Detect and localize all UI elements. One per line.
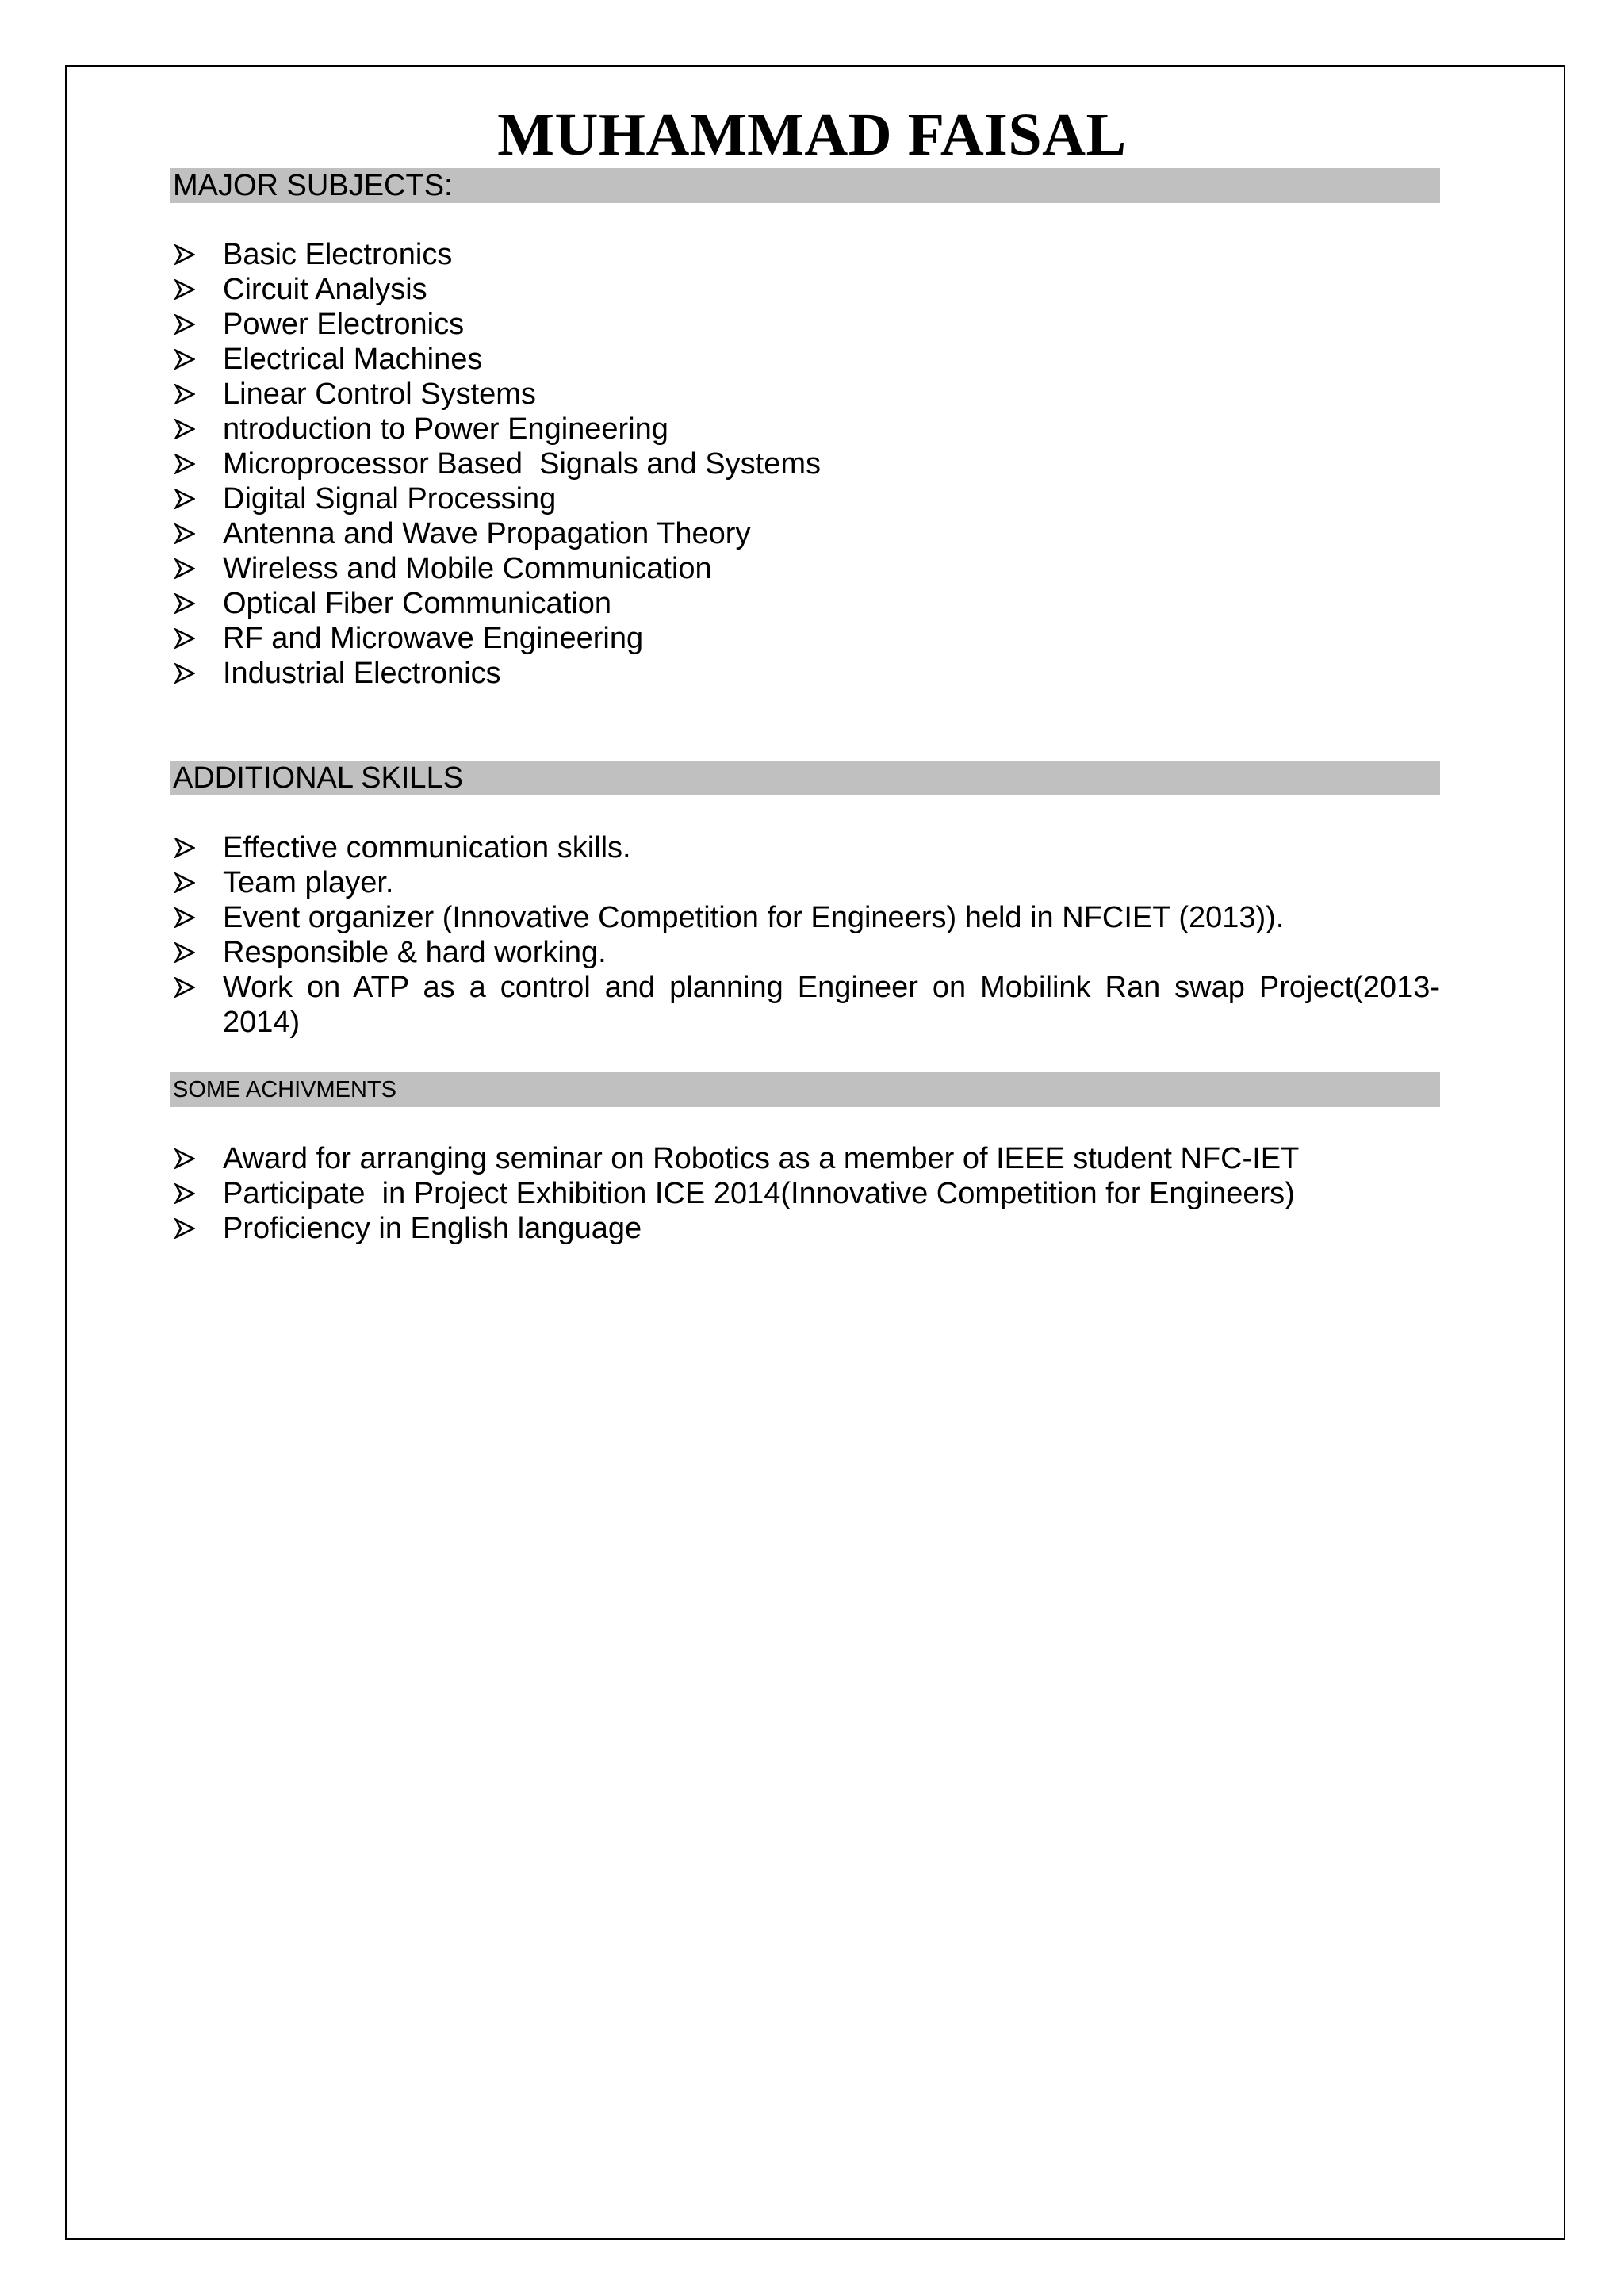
list-item xyxy=(170,551,1440,586)
list-item-text: Optical Fiber Communication xyxy=(223,587,611,620)
major-subjects-list xyxy=(170,237,1440,691)
list-item-text: Work on ATP as a control and planning Engineer on Mobilink Ran swap Project(2013-2014) xyxy=(223,971,1440,1039)
list-item xyxy=(170,1141,1440,1176)
arrowhead-bullet-icon xyxy=(174,1141,206,1176)
list-item xyxy=(170,621,1440,656)
arrowhead-bullet-icon xyxy=(174,970,206,1005)
arrowhead-bullet-icon xyxy=(174,447,206,481)
section-heading-major-subjects: MAJOR SUBJECTS: xyxy=(170,168,1440,203)
list-item xyxy=(170,935,1440,970)
list-item xyxy=(170,307,1440,342)
resume-name: MUHAMMAD FAISAL xyxy=(497,102,1127,168)
arrowhead-bullet-icon xyxy=(174,900,206,935)
list-item-text: Effective communication skills. xyxy=(223,831,631,864)
list-item xyxy=(170,586,1440,621)
section-heading-achievements: SOME ACHIVMENTS xyxy=(170,1072,1440,1107)
list-item-text: Electrical Machines xyxy=(223,343,483,376)
list-item-text: Event organizer (Innovative Competition for Engineers) held in NFCIET (2013)). xyxy=(223,901,1285,934)
list-item-text: Award for arranging seminar on Robotics as a member of IEEE student NFC-IET xyxy=(223,1142,1300,1175)
list-item xyxy=(170,237,1440,272)
list-item-text: Proficiency in English language xyxy=(223,1212,642,1245)
list-item xyxy=(170,865,1440,900)
arrowhead-bullet-icon xyxy=(174,237,206,272)
list-item-text: Basic Electronics xyxy=(223,238,453,271)
additional-skills-list xyxy=(170,830,1440,1040)
arrowhead-bullet-icon xyxy=(174,1176,206,1211)
list-item-text: Responsible & hard working. xyxy=(223,936,607,969)
arrowhead-bullet-icon xyxy=(174,551,206,586)
list-item-text: Microprocessor Based Signals and Systems xyxy=(223,447,821,481)
arrowhead-bullet-icon xyxy=(174,1211,206,1246)
list-item xyxy=(170,272,1440,307)
list-item-text: RF and Microwave Engineering xyxy=(223,622,644,655)
arrowhead-bullet-icon xyxy=(174,935,206,970)
arrowhead-bullet-icon xyxy=(174,272,206,307)
list-item xyxy=(170,1211,1440,1246)
list-item-text: Linear Control Systems xyxy=(223,378,536,411)
arrowhead-bullet-icon xyxy=(174,377,206,412)
list-item-text: Team player. xyxy=(223,866,394,899)
arrowhead-bullet-icon xyxy=(174,307,206,342)
list-item-text: Circuit Analysis xyxy=(223,273,427,306)
list-item-text: Antenna and Wave Propagation Theory xyxy=(223,517,751,550)
list-item xyxy=(170,1176,1440,1211)
arrowhead-bullet-icon xyxy=(174,621,206,656)
list-item-text: Industrial Electronics xyxy=(223,657,501,690)
arrowhead-bullet-icon xyxy=(174,481,206,516)
arrowhead-bullet-icon xyxy=(174,412,206,447)
arrowhead-bullet-icon xyxy=(174,586,206,621)
list-item-text: Participate in Project Exhibition ICE 2014(Innovative Competition for Engineers) xyxy=(223,1177,1295,1210)
list-item-text: Digital Signal Processing xyxy=(223,482,557,516)
arrowhead-bullet-icon xyxy=(174,516,206,551)
list-item xyxy=(170,412,1440,447)
list-item xyxy=(170,342,1440,377)
list-item xyxy=(170,656,1440,691)
list-item-text: Wireless and Mobile Communication xyxy=(223,552,712,585)
list-item xyxy=(170,970,1440,1040)
arrowhead-bullet-icon xyxy=(174,342,206,377)
list-item-text: ntroduction to Power Engineering xyxy=(223,412,668,446)
arrowhead-bullet-icon xyxy=(174,656,206,691)
list-item xyxy=(170,830,1440,865)
list-item xyxy=(170,377,1440,412)
list-item-text: Power Electronics xyxy=(223,308,465,341)
arrowhead-bullet-icon xyxy=(174,865,206,900)
list-item xyxy=(170,447,1440,481)
list-item xyxy=(170,900,1440,935)
arrowhead-bullet-icon xyxy=(174,830,206,865)
list-item xyxy=(170,481,1440,516)
section-heading-additional-skills: ADDITIONAL SKILLS xyxy=(170,761,1440,795)
achievements-list xyxy=(170,1141,1440,1246)
list-item xyxy=(170,516,1440,551)
